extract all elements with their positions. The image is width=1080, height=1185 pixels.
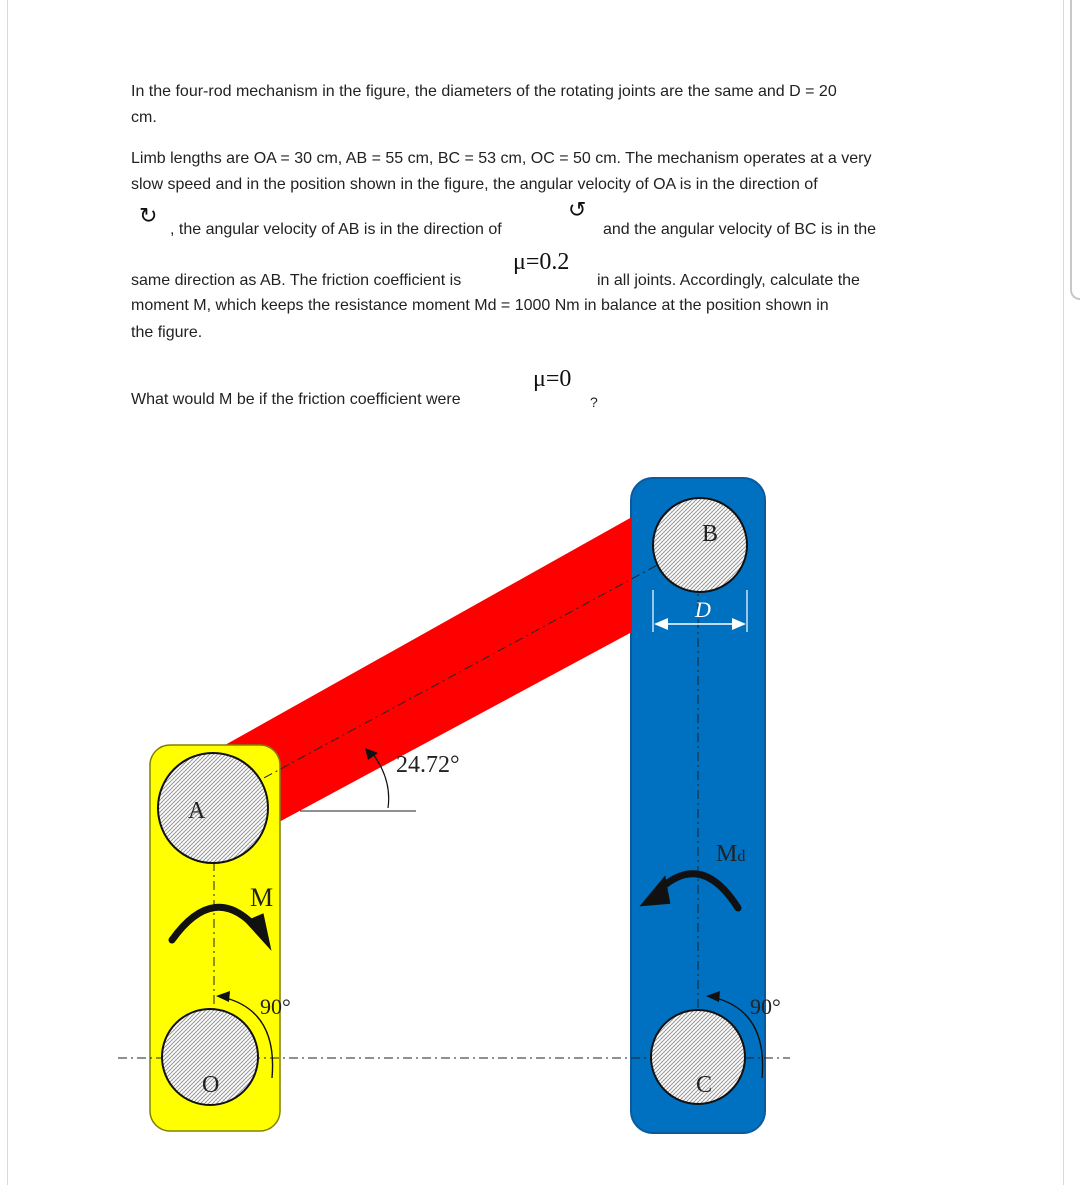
problem-line-5a: , the angular velocity of AB is in the direction of	[170, 221, 502, 238]
label-b: B	[702, 521, 719, 547]
problem-line-2: cm.	[131, 109, 157, 126]
label-angle-ab: 24.72°	[396, 752, 460, 778]
label-o: O	[202, 1072, 220, 1098]
label-md-main: M	[716, 841, 738, 867]
problem-line-6b: in all joints. Accordingly, calculate the	[597, 272, 860, 289]
clockwise-icon: ↻	[139, 203, 158, 228]
joint-a	[158, 753, 268, 863]
problem-line-1: In the four-rod mechanism in the figure, the diameters of the rotating joints are the same and D = 20	[131, 83, 837, 100]
problem-line-5b: and the angular velocity of BC is in the	[603, 221, 877, 238]
question-mu: μ=0	[533, 366, 572, 392]
friction-coefficient: μ=0.2	[513, 249, 570, 275]
label-md-sub: d	[737, 848, 746, 865]
problem-line-7: moment M, which keeps the resistance moment Md = 1000 Nm in balance at the position shown in	[131, 297, 829, 314]
problem-line-4: slow speed and in the position shown in the figure, the angular velocity of OA is in the direction of	[131, 176, 818, 193]
joint-b	[653, 498, 747, 592]
label-angle-c: 90°	[750, 994, 781, 1019]
counterclockwise-icon: ↺	[568, 197, 587, 222]
problem-line-3: Limb lengths are OA = 30 cm, AB = 55 cm, BC = 53 cm, OC = 50 cm. The mechanism operates at a very	[131, 150, 872, 167]
label-a: A	[188, 798, 206, 824]
question-suffix: ?	[590, 394, 598, 410]
label-d: D	[695, 597, 711, 622]
label-c: C	[696, 1072, 713, 1098]
label-m: M	[250, 883, 274, 912]
label-angle-o: 90°	[260, 994, 291, 1019]
problem-line-8: the figure.	[131, 324, 203, 341]
problem-line-6a: same direction as AB. The friction coefficient is	[131, 272, 462, 289]
question-text: What would M be if the friction coefficient were	[131, 391, 461, 408]
